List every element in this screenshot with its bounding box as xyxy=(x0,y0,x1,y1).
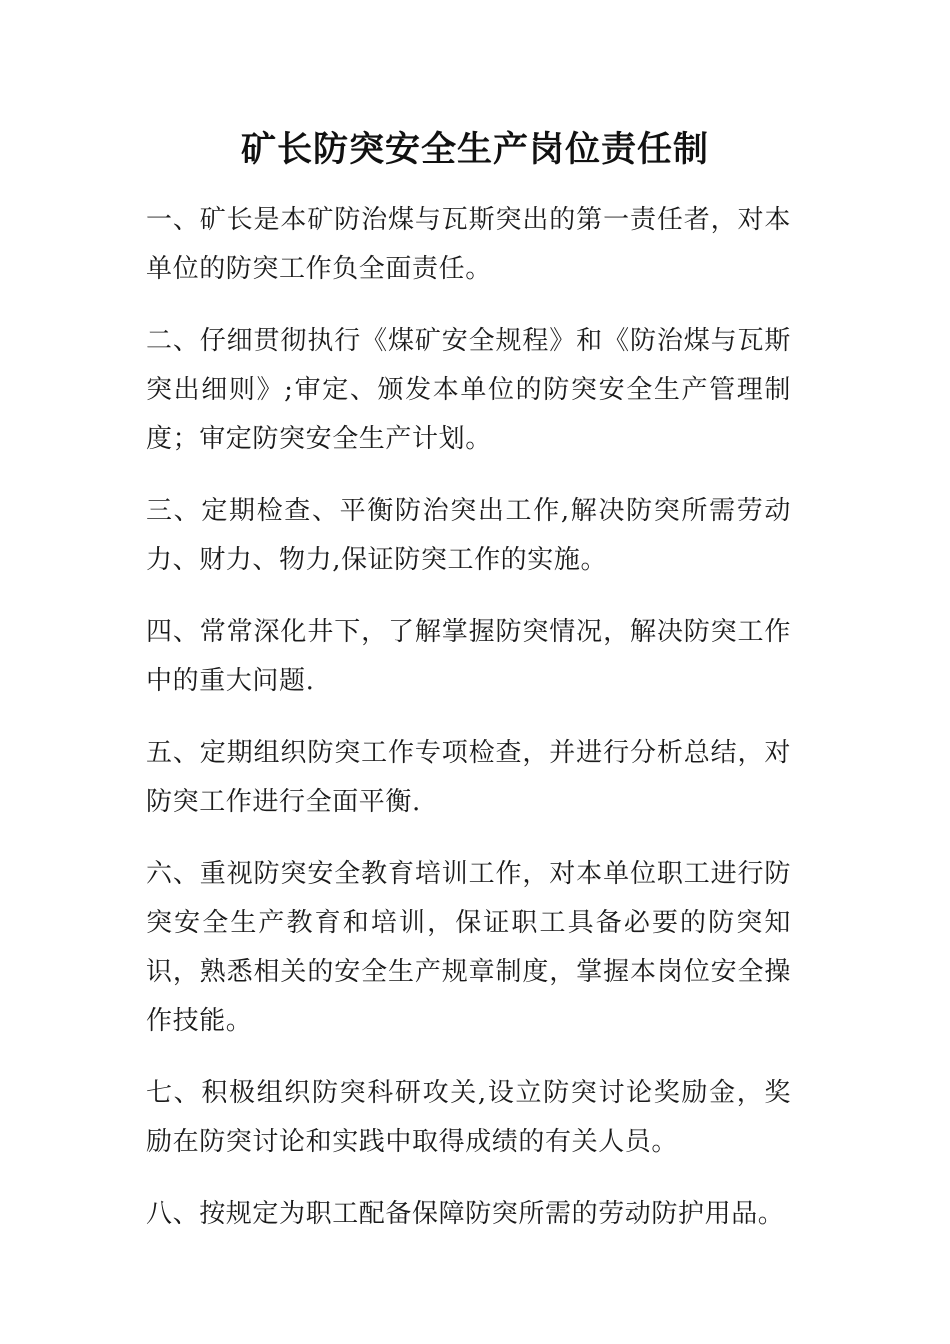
paragraph-1: 一、矿长是本矿防治煤与瓦斯突出的第一责任者，对本单位的防突工作负全面责任。 xyxy=(146,205,791,284)
paragraph-7: 七、积极组织防突科研攻关,设立防突讨论奖励金，奖励在防突讨论和实践中取得成绩的有关人员。 xyxy=(146,1078,791,1157)
document-title: 矿长防突安全生产岗位责任制 xyxy=(240,130,709,170)
paragraph-8: 八、按规定为职工配备保障防突所需的劳动防护用品。 xyxy=(146,1199,785,1229)
paragraph-6: 六、重视防突安全教育培训工作，对本单位职工进行防突安全生产教育和培训，保证职工具备必要的防突知识，熟悉相关的安全生产规章制度，掌握本岗位安全操作技能。 xyxy=(146,859,791,1036)
paragraph-4: 四、常常深化井下，了解掌握防突情况，解决防突工作中的重大问题. xyxy=(146,617,791,696)
paragraph-5: 五、定期组织防突工作专项检查，并进行分析总结，对防突工作进行全面平衡. xyxy=(146,738,791,817)
paragraph-2: 二、仔细贯彻执行《煤矿安全规程》和《防治煤与瓦斯突出细则》;审定、颁发本单位的防突安全生产管理制度；审定防突安全生产计划。 xyxy=(146,326,791,454)
paragraph-3: 三、定期检查、平衡防治突出工作,解决防突所需劳动力、财力、物力,保证防突工作的实施。 xyxy=(146,496,791,575)
document-body xyxy=(146,196,791,1262)
